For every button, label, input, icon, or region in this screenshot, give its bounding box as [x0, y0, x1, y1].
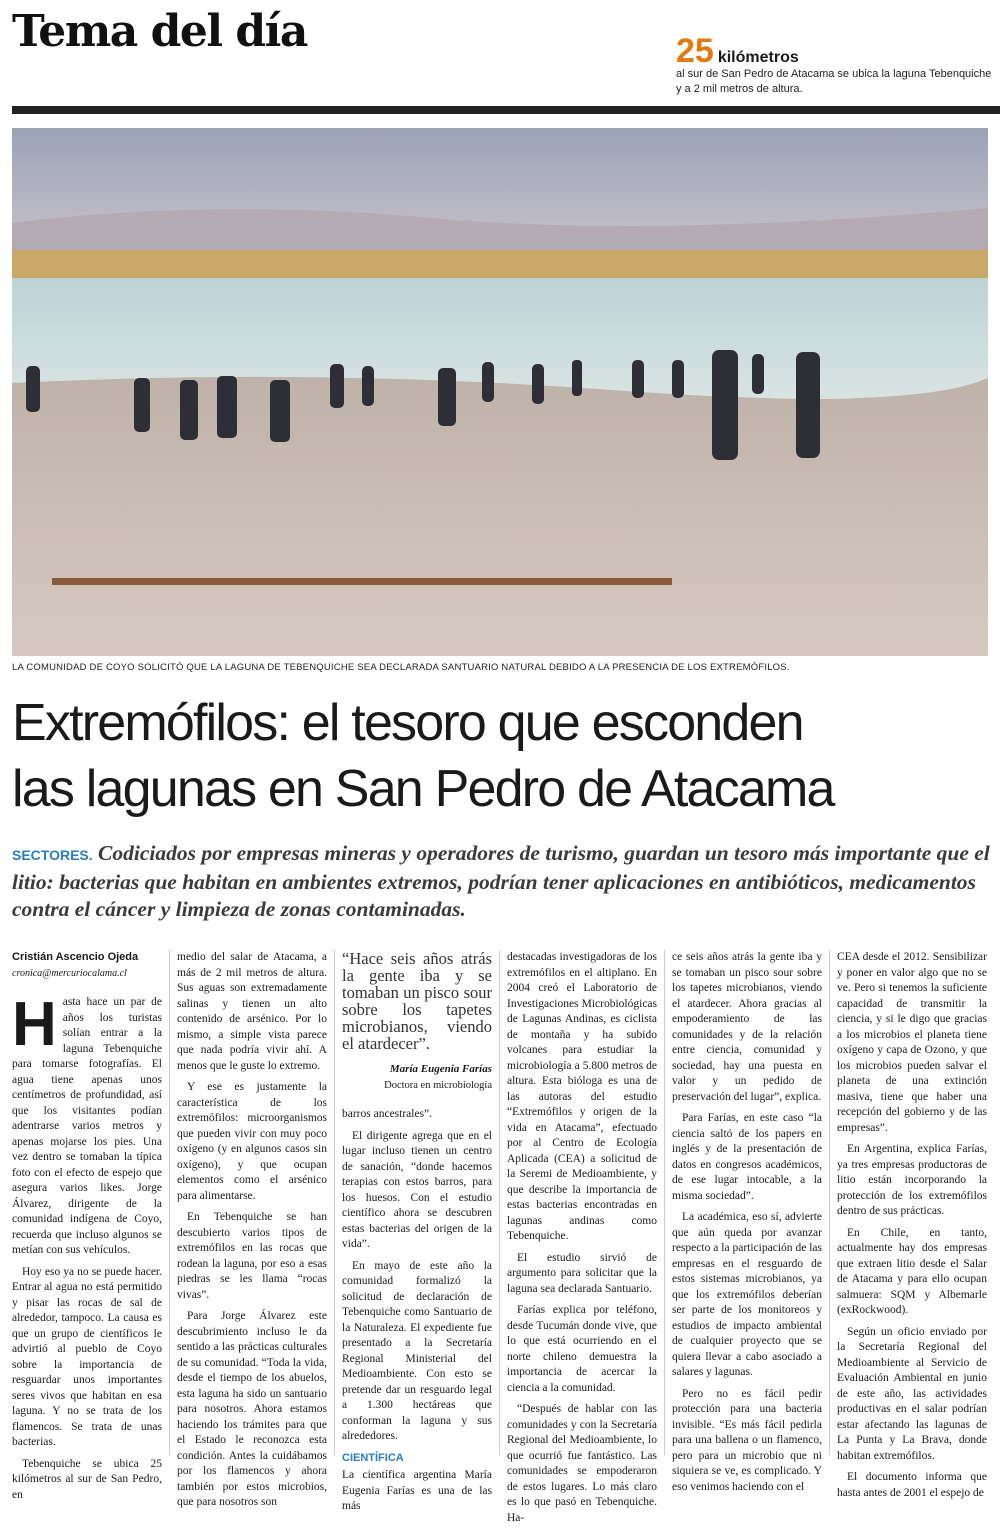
body-paragraph: Y ese es justamente la característica de los extremófilos: microorganismos que pueden vivir con muy poco oxígeno (y en algunos casos sin oxígeno), y que ocupan elementos como el arsénico para alimentarse. [177, 1081, 327, 1202]
headline-line-2: las lagunas en San Pedro de Atacama [12, 760, 834, 818]
headline-line-1: Extremófilos: el tesoro que esconden [12, 694, 803, 752]
column-divider [334, 950, 335, 1455]
body-paragraph: En mayo de este año la comunidad formalizó la solicitud de declaración de Tebenquiche como Santuario de la Naturaleza. El expediente fue presentado a la Secretaría Regional Ministerial del Medioambiente. Con esto se pretende dar un resguardo legal a 1.300 hectáreas que conforman la laguna y sus alrededores. [342, 1259, 492, 1442]
photo-illustration [12, 128, 988, 656]
pull-quote-role: Doctora en microbiología [384, 1079, 492, 1091]
article-column-4 [507, 950, 657, 1532]
dropcap: H [12, 990, 57, 1059]
body-paragraph: El estudio sirvió de argumento para solicitar que la laguna sea declarada Santuario. [507, 1251, 657, 1295]
body-paragraph: ce seis años atrás la gente iba y se tomaban un pisco sour sobre los tapetes microbianos, viendo el atardecer. Ahora gracias al empoderamiento de las comunidades y de la relación entre ciencia, comunidad y sociedad, hay una puesta en valor y un pedido de preservación del lugar”, explica. [672, 951, 822, 1103]
body-paragraph: CEA desde el 2012. Sensibilizar y poner en valor algo que no se ve. Pero si tenemos la suficiente capacidad de transmitir la ciencia, y si le digo que gracias a los microbios el planeta tiene oxígeno y capa de Ozono, y que los microbios pueden salvar el planeta de una extinción masiva, tiene que haber una recepción del gobierno y de las empresas”. [837, 951, 987, 1134]
pull-quote: “Hace seis años atrás la gente iba y se tomaban un pisco sour sobre los tapetes microbianos, viendo el atardecer”. [342, 949, 492, 1053]
body-paragraph: Para Jorge Álvarez este descubrimiento incluso le da sentido a las prácticas culturales de su comunidad. “Toda la vida, desde el tiempo de los abuelos, esta laguna ha sido un santuario para nosotros. Ahora estamos haciendo los trámites para que el Estado le reconozca esta condición. Antes la cuidábamos por los flamencos y ahora también por estos microbios, que para nosotros son [177, 1310, 327, 1508]
body-paragraph: Según un oficio enviado por la Secretaría Regional del Medioambiente al Servicio de Evaluación Ambiental en junio de este año, las actividades productivas en el salar podrían estar afectando las lagunas de La Punta y La Brava, donde habitan extremófilos. [837, 1325, 987, 1462]
body-paragraph: Pero no es fácil pedir protección para una bacteria invisible. “Es más fácil pedirla para una ballena o un flamenco, pero para un microbio que ni siquiera se ve, es complicado. Y eso venimos haciendo con el [672, 1387, 822, 1493]
fact-text: al sur de San Pedro de Atacama se ubica la laguna Tebenquiche y a 2 mil metros de altura. [676, 68, 992, 95]
body-paragraph: El documento informa que hasta antes de 2001 el espejo de [837, 1471, 987, 1499]
body-paragraph: La académica, eso sí, advierte que aún queda por avanzar respecto a la participación de las empresas en el resguardo de estos sistemas microbianos, ya que los extremófilos deberían ser parte de los monitoreos y estudios de impacto ambiental de cualquier proyecto que se quiera llevar a cabo asociado a salares y lagunas. [672, 1211, 822, 1378]
headline [12, 690, 1000, 822]
article-column-3 [342, 950, 492, 1521]
body-paragraph: En Argentina, explica Farías, ya tres empresas productoras de litio están incorporando la protección de los extremófilos dentro de sus prácticas. [837, 1143, 987, 1217]
byline-email[interactable]: cronica@mercuriocalama.cl [12, 967, 127, 979]
fact-unit: kilómetros [717, 49, 799, 66]
article-column-2 [177, 950, 327, 1517]
article-column-6 [837, 950, 987, 1507]
pull-quote-author: María Eugenia Farías [389, 1063, 492, 1075]
body-paragraph: “Después de hablar con las comunidades y con la Secretaría Regional del Medioambiente, lo que ocurrió fue fantástico. Las comunidades se empoderaron de estos lugares. Lo más claro es lo que pasó en Tebenquiche. Ha- [507, 1403, 657, 1524]
body-paragraph: asta hace un par de años los turistas solían entrar a la laguna Tebenquiche para tomarse fotografías. El agua tiene apenas unos centímetros de profundidad, así que los visitantes podían adentrarse varios metros y apenas mojarse los pies. Una vez dentro se tomaban la típica foto con el efecto de espejo que asegura varios likes. Jorge Álvarez, dirigente de la comunidad indígena de Coyo, recuerda que incluso algunos se metían con sus vehículos. [12, 996, 162, 1256]
body-paragraph: En Tebenquiche se han descubierto varios tipos de extremófilos en las rocas que rodean la laguna, por eso a esas piedras se les llama “rocas vivas”. [177, 1211, 327, 1301]
deck-kicker: SECTORES. [12, 847, 93, 863]
section-rule [12, 106, 1000, 114]
body-paragraph: Tebenquiche se ubica 25 kilómetros al sur de San Pedro, en [12, 1457, 162, 1501]
body-paragraph: barros ancestrales”. [342, 1108, 433, 1120]
photo-caption: LA COMUNIDAD DE COYO SOLICITÓ QUE LA LAGUNA DE TEBENQUICHE SEA DECLARADA SANTUARIO NATURAL DEBIDO A LA PRESENCIA DE LOS EXTREMÓFILOS. [12, 662, 790, 673]
column-divider [169, 950, 170, 1455]
section-title: Tema del día [12, 6, 307, 57]
deck [12, 840, 1000, 923]
body-paragraph: La científica argentina María Eugenia Farías es una de las más [342, 1469, 492, 1512]
deck-text: Codiciados por empresas mineras y operadores de turismo, guardan un tesoro más importante que el litio: bacterias que habitan en ambientes extremos, podrían tener aplicaciones en antibióticos, medicamentos contra el cáncer y limpieza de zonas contaminadas. [12, 841, 990, 921]
subhead: CIENTÍFICA [342, 1451, 404, 1464]
body-paragraph: destacadas investigadoras de los extremófilos en el altiplano. En 2004 creó el Laboratorio de Investigaciones Microbiológicas de Lagunas Andinas, es ciclista de montaña y ha subido volcanes para estudiar la microbiología a 5.800 metros de altura. Esta bióloga es una de las autoras del estudio “Extremófilos y origen de la vida en Atacama”, efectuado por al Centro de Ecología Aplicada (CEA) a solicitud de la Seremi de Medioambiente, y que describe la importancia de estas bacterias encontradas en lagunas andinas como Tebenquiche. [507, 951, 657, 1242]
body-paragraph: Farías explica por teléfono, desde Tucumán donde vive, que lo que está ocurriendo en el norte chileno demuestra la importancia de acercar la ciencia a la comunidad. [507, 1304, 657, 1394]
article-column-5 [672, 950, 822, 1501]
column-divider [499, 950, 500, 1455]
column-divider [664, 950, 665, 1455]
body-paragraph: En Chile, en tanto, actualmente hay dos empresas que extraen litio desde el Salar de Atacama y para ello ocupan salmuera: SQM y Albemarle (exRockwood). [837, 1226, 987, 1316]
fact-number: 25 [676, 32, 714, 70]
body-paragraph: medio del salar de Atacama, a más de 2 mil metros de altura. Sus aguas son extremadamente salinas y tienen un alto contenido de arsénico. Por lo mismo, a simple vista parece que nada podría vivir ahí. A menos que le guste lo extremo. [177, 951, 327, 1072]
body-paragraph: Para Farías, en este caso “la ciencia saltó de los papers en inglés y de la presentación de datos en congresos académicos, de ese lugar intocable, a la misma sociedad”. [672, 1112, 822, 1202]
column-divider [829, 950, 830, 1455]
body-paragraph: Hoy eso ya no se puede hacer. Entrar al agua no está permitido y pisar las rocas de sal de alrededor, tampoco. La causa es que un grupo de científicos le advirtió al pueblo de Coyo sobre la importancia de resguardar unos importantes seres vivos que habitan en esa laguna. Y no se trata de los flamencos. Se trata de unas bacterias. [12, 1265, 162, 1448]
lagoon-photo [12, 128, 988, 656]
article-column-1 [12, 950, 162, 1509]
byline-name: Cristián Ascencio Ojeda [12, 951, 139, 963]
fact-box [676, 32, 996, 97]
body-paragraph: El dirigente agrega que en el lugar incluso tienen un centro de sanación, “donde hacemos terapias con estos barros, para los huesos. Con el estudio científico ahora se descubren estas bacterias del origen de la vida”. [342, 1129, 492, 1250]
